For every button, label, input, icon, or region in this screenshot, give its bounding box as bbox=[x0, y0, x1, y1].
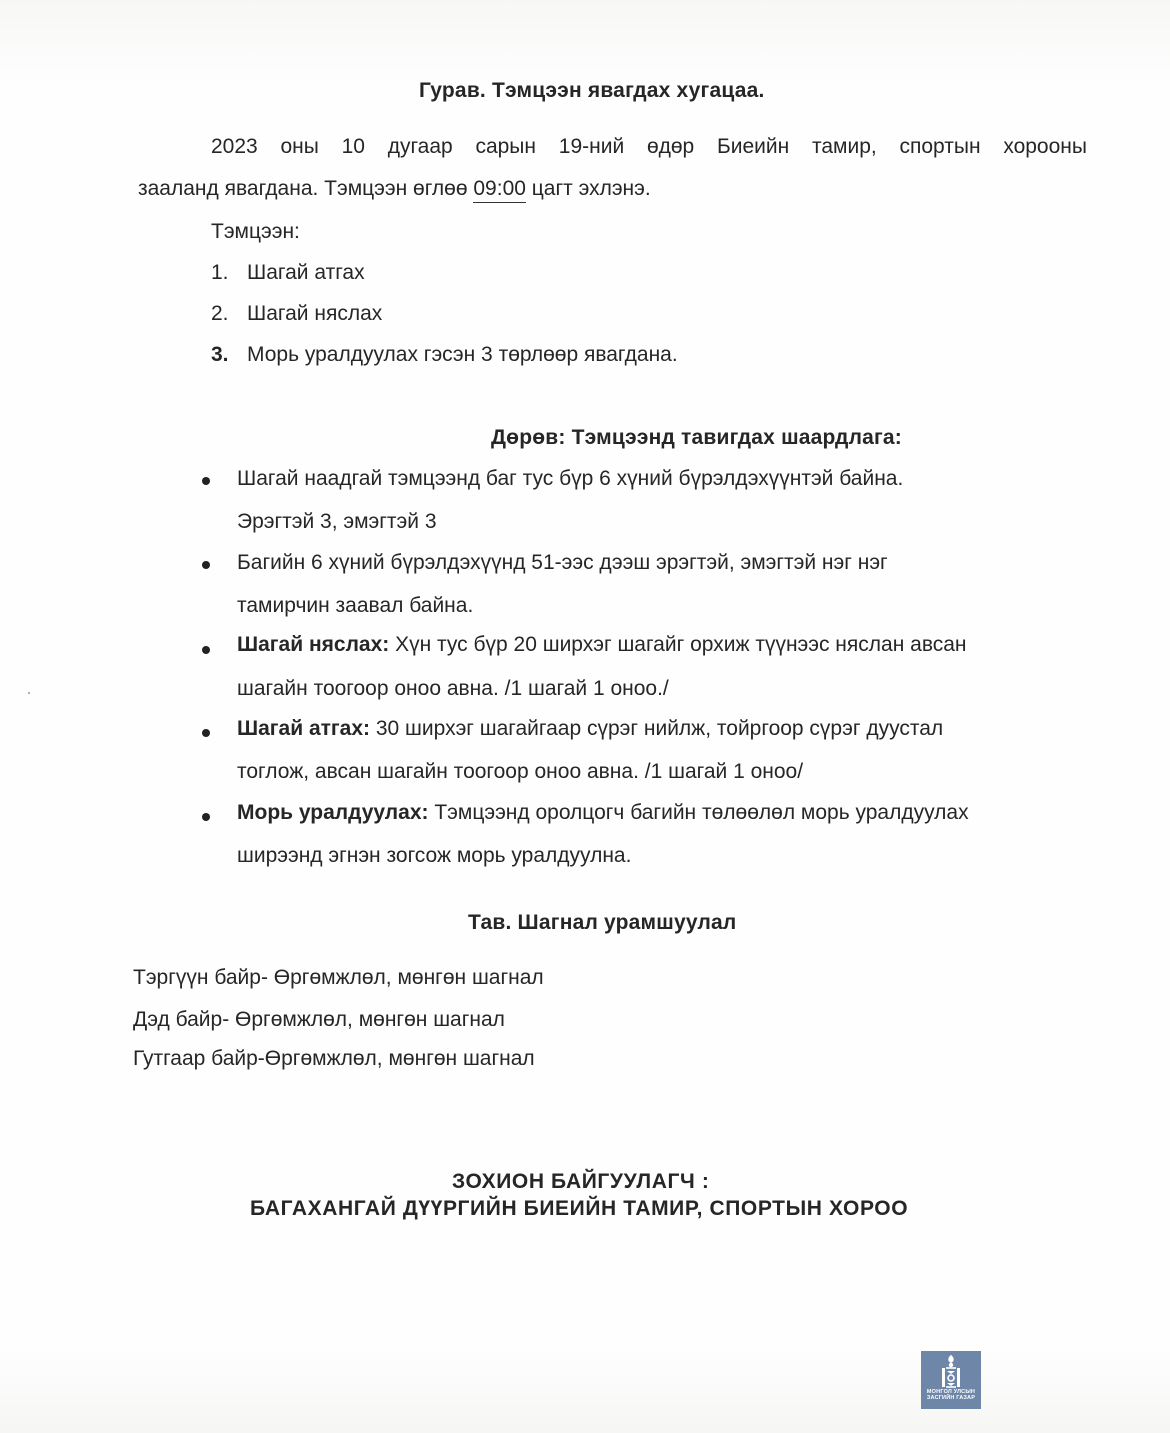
requirement-line: шагайн тоогоор оноо авна. /1 шагай 1 оноо./ bbox=[237, 677, 669, 700]
paragraph-text: зааланд явагдана. Тэмцээн өглөө bbox=[138, 177, 474, 200]
requirement-term: Морь уралдуулах: bbox=[237, 801, 429, 824]
event-number: 2. bbox=[211, 302, 229, 325]
paragraph-word: оны bbox=[280, 135, 319, 158]
organizer-name: БАГАХАНГАЙ ДҮҮРГИЙН БИЕИЙН ТАМИР, СПОРТЫН ХОРОО bbox=[250, 1197, 909, 1220]
event-text: Шагай атгах bbox=[247, 261, 365, 284]
prize-line: Гутгаар байр-Өргөмжлөл, мөнгөн шагнал bbox=[133, 1047, 535, 1070]
bullet-dot-icon bbox=[202, 646, 210, 654]
start-time: 09:00 bbox=[473, 177, 526, 203]
requirement-line: тоглож, авсан шагайн тоогоор оноо авна. /1 шагай 1 оноо/ bbox=[237, 760, 804, 783]
requirement-text: Тэмцээнд оролцогч багийн төлөөлөл морь уралдуулах bbox=[428, 801, 969, 824]
paragraph-word: өдөр bbox=[646, 135, 695, 158]
requirement-line bbox=[237, 634, 967, 655]
section3-title: Гурав. Тэмцээн явагдах хугацаа. bbox=[419, 79, 765, 102]
requirement-line bbox=[237, 802, 969, 823]
section5-title: Тав. Шагнал урамшуулал bbox=[468, 911, 737, 934]
event-item bbox=[211, 303, 382, 324]
prize-line: Тэргүүн байр- Өргөмжлөл, мөнгөн шагнал bbox=[133, 966, 544, 989]
events-label: Тэмцээн: bbox=[211, 220, 300, 243]
paragraph-word: 10 bbox=[341, 135, 365, 158]
requirement-line: тамирчин заавал байна. bbox=[237, 594, 474, 617]
paragraph-text: цагт эхлэнэ. bbox=[525, 177, 651, 200]
paragraph-word: 19-ний bbox=[558, 135, 625, 158]
event-text: Морь уралдуулах гэсэн 3 төрлөөр явагдана. bbox=[247, 343, 678, 366]
event-number: 3. bbox=[211, 343, 229, 366]
requirement-line: Шагай наадгай тэмцээнд баг тус бүр 6 хүний бүрэлдэхүүнтэй байна. bbox=[237, 467, 904, 490]
prize-line: Дэд байр- Өргөмжлөл, мөнгөн шагнал bbox=[133, 1008, 505, 1031]
bullet-dot-icon bbox=[202, 813, 210, 821]
paragraph-word: хорооны bbox=[1003, 135, 1087, 158]
bullet-dot-icon bbox=[202, 477, 210, 485]
bullet-dot-icon bbox=[202, 729, 210, 737]
paragraph-word: спортын bbox=[899, 135, 981, 158]
paragraph-word: сарын bbox=[475, 135, 537, 158]
requirement-term: Шагай няслах: bbox=[237, 633, 390, 656]
event-number: 1. bbox=[211, 261, 229, 284]
event-item bbox=[211, 344, 678, 365]
requirement-line: Багийн 6 хүний бүрэлдэхүүнд 51-ээс дээш эрэгтэй, эмэгтэй нэг нэг bbox=[237, 551, 888, 574]
bullet-dot-icon bbox=[202, 561, 210, 569]
soyombo-icon bbox=[938, 1355, 964, 1389]
paragraph-word: Биеийн bbox=[716, 135, 790, 158]
requirement-line bbox=[237, 718, 943, 739]
requirement-text: 30 ширхэг шагайгаар сүрэг нийлж, тойргоор сүрэг дуустал bbox=[370, 717, 944, 740]
section4-title: Дөрөв: Тэмцээнд тавигдах шаардлага: bbox=[491, 426, 903, 449]
paragraph-word: дугаар bbox=[387, 135, 453, 158]
section3-paragraph-line2 bbox=[138, 178, 651, 199]
section3-paragraph-line1 bbox=[211, 135, 1087, 159]
paragraph-word: 2023 bbox=[211, 135, 258, 158]
government-watermark bbox=[921, 1351, 981, 1409]
requirement-line: Эрэгтэй 3, эмэгтэй 3 bbox=[237, 510, 437, 533]
paragraph-word: тамир, bbox=[811, 135, 877, 158]
requirement-term: Шагай атгах: bbox=[237, 717, 371, 740]
requirement-line: ширээнд эгнэн зогсож морь уралдуулна. bbox=[237, 844, 632, 867]
event-text: Шагай няслах bbox=[247, 302, 383, 325]
event-item bbox=[211, 262, 365, 283]
scan-speck bbox=[28, 692, 30, 694]
requirement-text: Хүн тус бүр 20 ширхэг шагайг орхиж түүнээс няслан авсан bbox=[389, 633, 967, 656]
watermark-line2: ЗАСГИЙН ГАЗАР bbox=[926, 1395, 976, 1401]
organizer-label: ЗОХИОН БАЙГУУЛАГЧ : bbox=[452, 1170, 710, 1193]
watermark-line1: МОНГОЛ УЛСЫН bbox=[926, 1389, 976, 1395]
